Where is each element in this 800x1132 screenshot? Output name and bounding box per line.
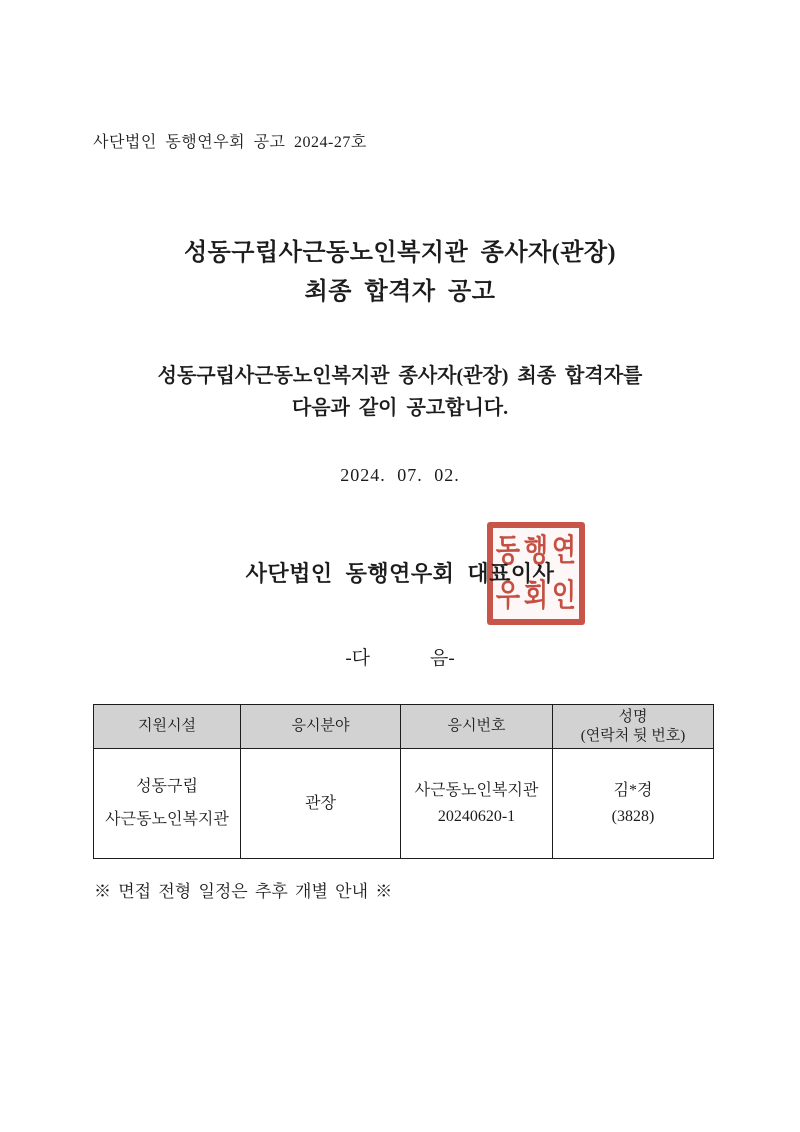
- footer-note: ※ 면접 전형 일정은 추후 개별 안내 ※: [94, 882, 393, 901]
- section-divider: [0, 643, 800, 670]
- document-title-line1: 성동구립사근동노인복지관 종사자(관장): [183, 240, 617, 266]
- seal-char: 회: [523, 578, 549, 613]
- cell-exam-number-line1: 사근동노인복지관: [414, 781, 539, 799]
- seal-char: 인: [551, 578, 577, 613]
- cell-facility-line2: 사근동노인복지관: [105, 811, 229, 828]
- signer-line: 사단법인 동행연우회 대표이사: [245, 561, 555, 586]
- seal-char: 연: [551, 534, 577, 569]
- cell-exam-number-line2: 20240620-1: [437, 807, 516, 825]
- cell-field: 관장: [241, 749, 401, 859]
- header-field: 응시분야: [241, 705, 401, 749]
- announcement-date: 2024. 07. 02.: [340, 465, 460, 485]
- intro-line2: 다음과 같이 공고합니다.: [291, 397, 509, 419]
- document-title-line2: 최종 합격자 공고: [304, 279, 496, 305]
- header-exam-number: 응시번호: [401, 705, 553, 749]
- table-row: [94, 749, 714, 859]
- seal-char: 동: [495, 534, 521, 569]
- cell-name: [553, 749, 714, 859]
- cell-facility: [94, 749, 241, 859]
- intro-paragraph: [0, 360, 800, 424]
- table-header-row: [94, 705, 714, 749]
- intro-line1: 성동구립사근동노인복지관 종사자(관장) 최종 합격자를: [157, 365, 643, 387]
- divider-right: 음-: [430, 648, 455, 669]
- seal-char: 행: [523, 534, 549, 569]
- document-title: [0, 234, 800, 312]
- results-table: [93, 704, 714, 859]
- cell-name-line1: 김*경: [613, 781, 653, 799]
- cell-facility-line1: 성동구립: [136, 778, 198, 795]
- header-name: [553, 705, 714, 749]
- header-name-line2: (연락처 뒷 번호): [580, 727, 686, 744]
- cell-name-line2: (3828): [611, 807, 655, 825]
- header-name-line1: 성명: [618, 708, 648, 725]
- seal-char: 우: [495, 578, 521, 613]
- header-facility: 지원시설: [94, 705, 241, 749]
- doc-number: 사단법인 동행연우회 공고 2024-27호: [93, 134, 367, 151]
- divider-left: -다: [345, 648, 370, 669]
- cell-exam-number: [401, 749, 553, 859]
